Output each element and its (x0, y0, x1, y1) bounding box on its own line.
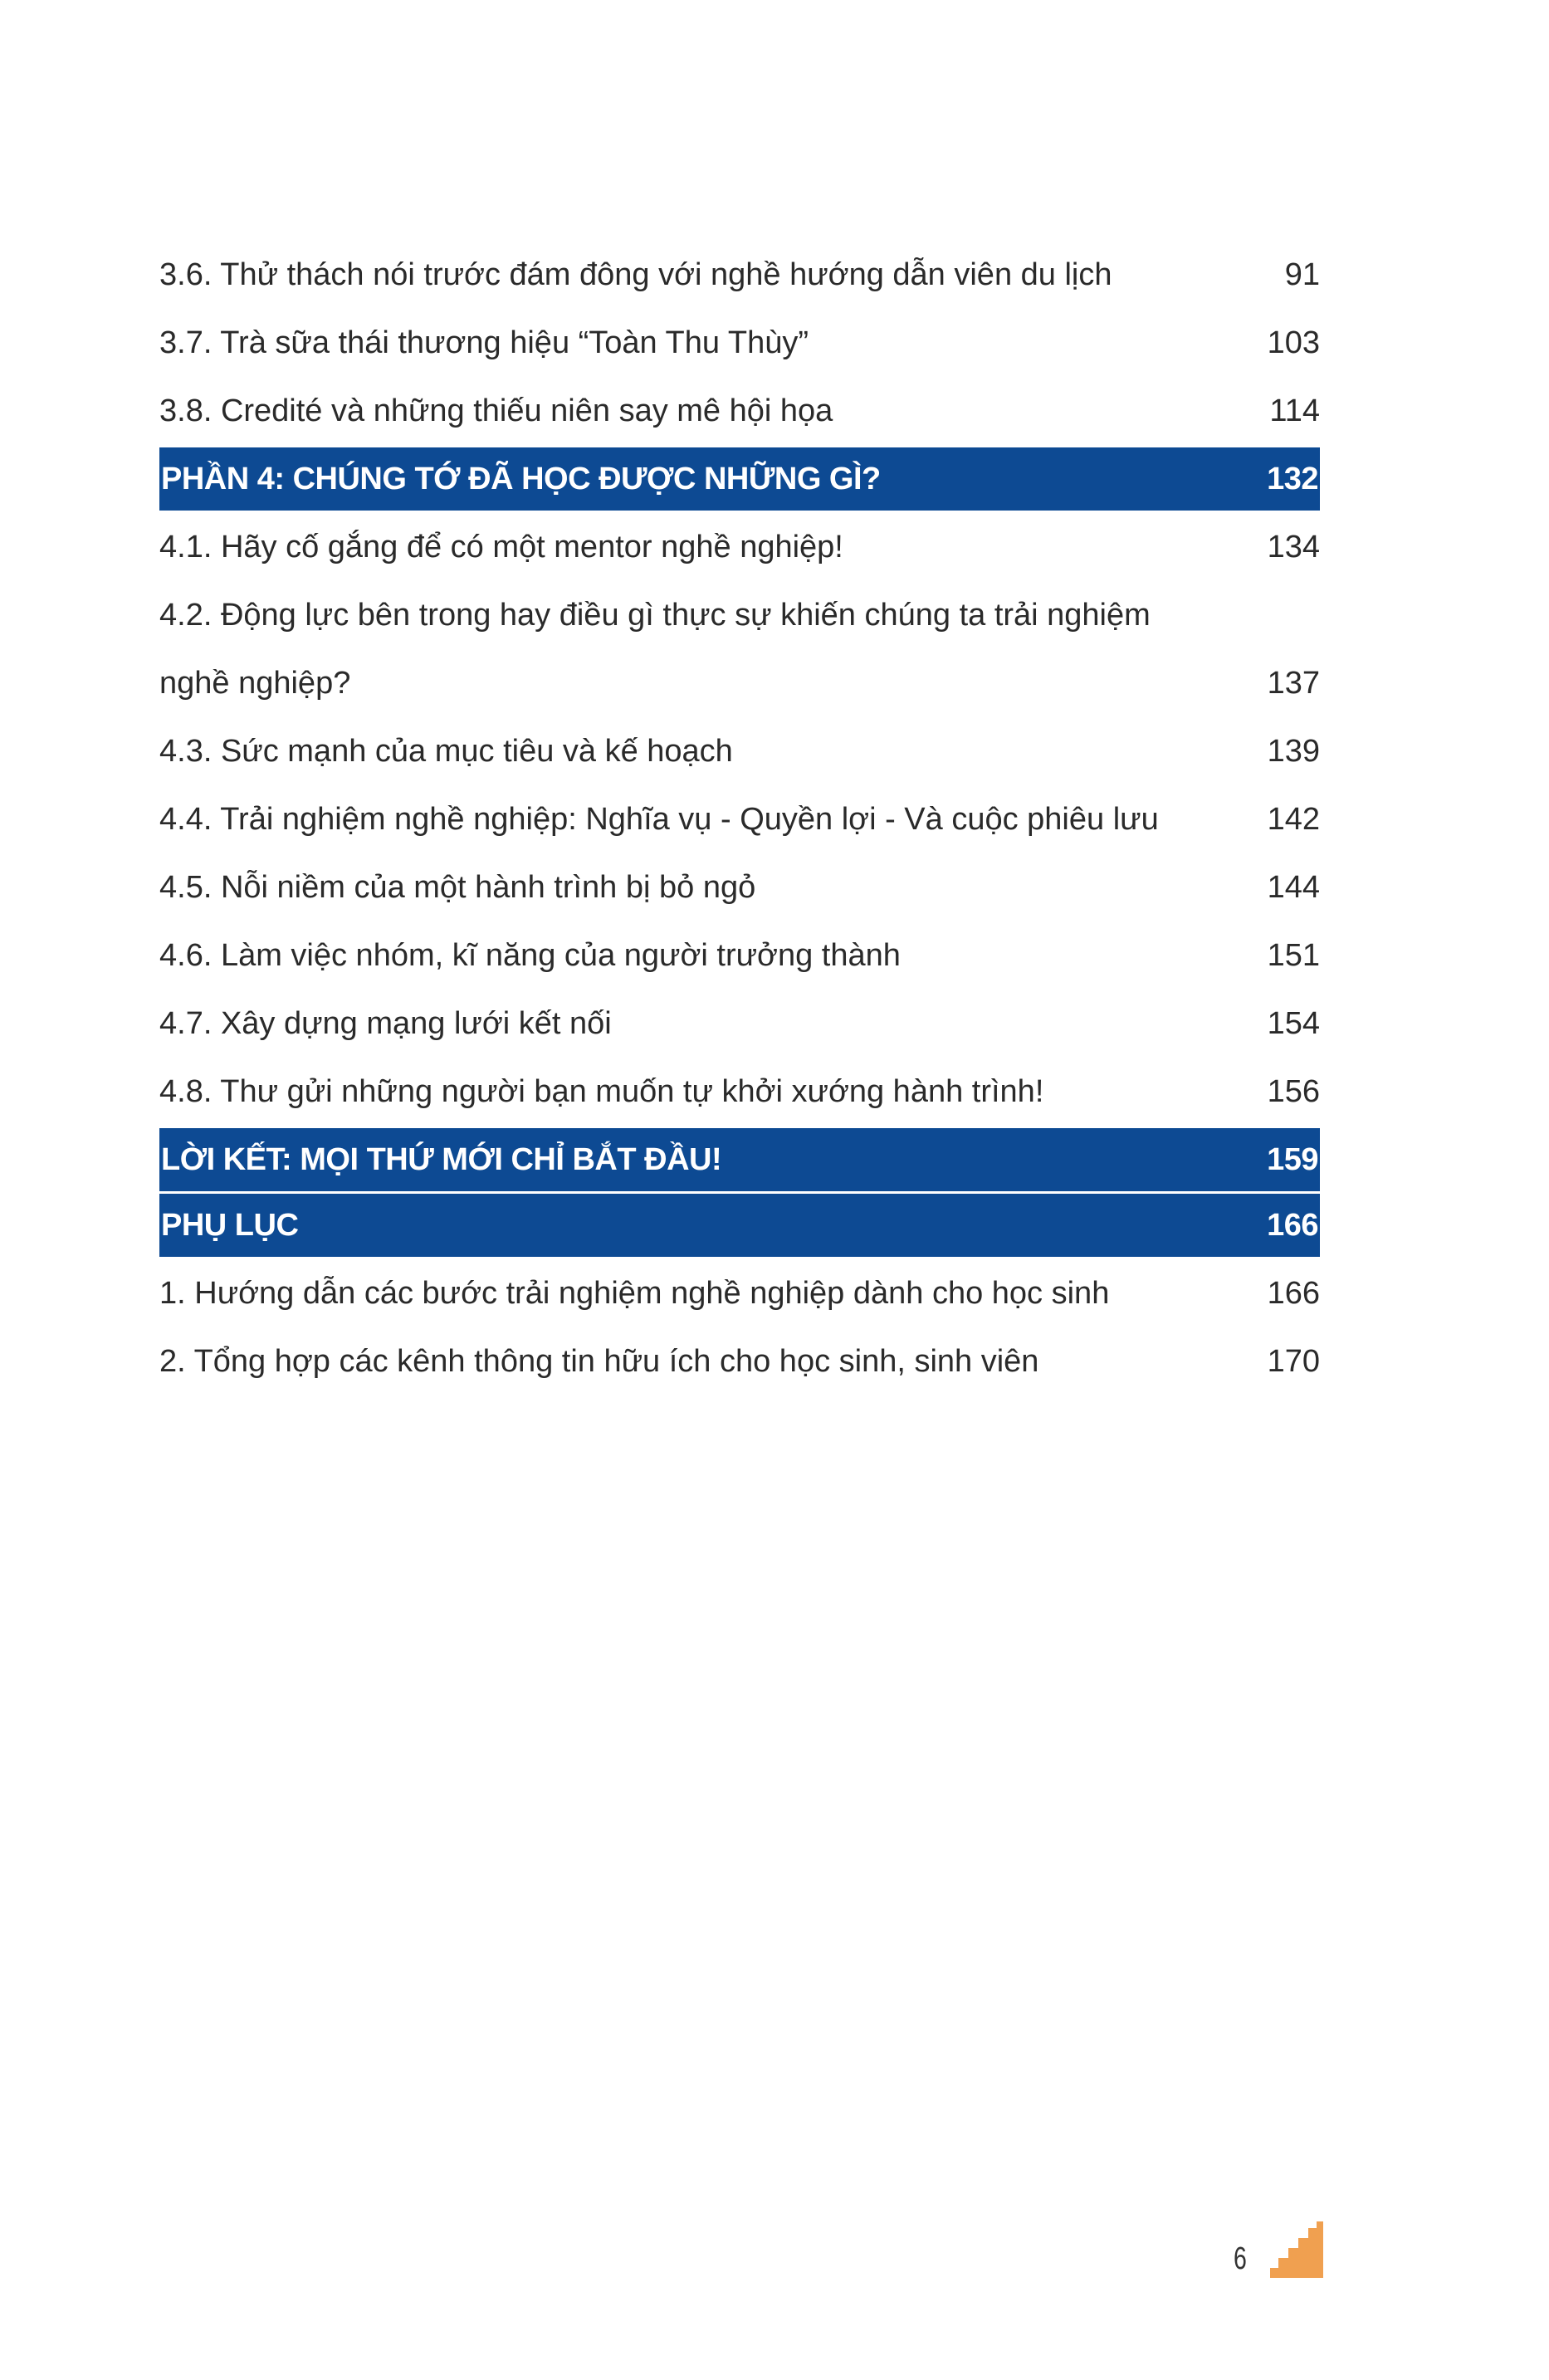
toc-entry-page: 154 (1267, 1006, 1320, 1041)
toc-entry-page: 166 (1267, 1276, 1320, 1311)
toc-section-header[interactable] (159, 1128, 1320, 1191)
toc-entry-title: 1. Hướng dẫn các bước trải nghiệm nghề nghiệp dành cho học sinh (159, 1276, 1110, 1311)
toc-entry[interactable] (159, 581, 1320, 717)
toc-entry-page: 142 (1267, 802, 1320, 837)
toc-entry-page: 151 (1267, 938, 1320, 973)
toc-entry-page: 91 (1284, 257, 1320, 292)
toc-entry-page: 137 (1267, 666, 1320, 701)
toc-entry[interactable] (159, 513, 1320, 581)
toc-entry-title: 4.6. Làm việc nhóm, kĩ năng của người trưởng thành (159, 938, 901, 973)
toc-section-header[interactable] (159, 447, 1320, 511)
toc-entry-title: 4.7. Xây dựng mạng lưới kết nối (159, 1006, 612, 1041)
toc-entry-title: 3.7. Trà sữa thái thương hiệu “Toàn Thu Thùy” (159, 325, 809, 360)
toc-entry-page: 114 (1269, 393, 1320, 428)
toc-entry-title: 4.8. Thư gửi những người bạn muốn tự khởi xướng hành trình! (159, 1074, 1044, 1109)
stairs-icon (1270, 2221, 1323, 2278)
toc-entry[interactable] (159, 853, 1320, 921)
toc-entry-page: 144 (1267, 870, 1320, 905)
toc-entry-title: 4.4. Trải nghiệm nghề nghiệp: Nghĩa vụ - Quyền lợi - Và cuộc phiêu lưu (159, 802, 1159, 837)
toc-entry-title: 3.6. Thử thách nói trước đám đông với nghề hướng dẫn viên du lịch (159, 257, 1112, 292)
toc-entry-page: 103 (1267, 325, 1320, 360)
toc-entry-page: 156 (1267, 1074, 1320, 1109)
toc-entry[interactable] (159, 717, 1320, 785)
toc-entry-page: 134 (1267, 530, 1320, 564)
toc-entry[interactable] (159, 377, 1320, 445)
toc-entry[interactable] (159, 990, 1320, 1058)
toc-entry[interactable] (159, 1058, 1320, 1126)
toc-section-page: 159 (1267, 1142, 1318, 1177)
toc-entry[interactable] (159, 241, 1320, 309)
toc-entry-title: 3.8. Credité và những thiếu niên say mê hội họa (159, 393, 833, 428)
toc-entry-title: 4.3. Sức mạnh của mục tiêu và kế hoạch (159, 734, 733, 769)
toc-section-page: 166 (1267, 1208, 1318, 1243)
toc-section-header[interactable] (159, 1194, 1320, 1257)
toc-section-title: LỜI KẾT: MỌI THỨ MỚI CHỈ BẮT ĐẦU! (161, 1142, 722, 1177)
toc-entry-page: 139 (1267, 734, 1320, 769)
toc-entry-page: 170 (1267, 1344, 1320, 1379)
toc-entry[interactable] (159, 1327, 1320, 1395)
toc-entry[interactable] (159, 785, 1320, 853)
toc-entry[interactable] (159, 921, 1320, 990)
toc-section-page: 132 (1267, 462, 1318, 496)
toc-entry-title: 4.2. Động lực bên trong hay điều gì thực sự khiến chúng ta trải nghiệm (159, 598, 1151, 633)
toc-entry-title-continued: nghề nghiệp? (159, 666, 351, 701)
table-of-contents (159, 241, 1320, 1395)
toc-section-title: PHỤ LỤC (161, 1208, 299, 1243)
toc-entry-title: 4.5. Nỗi niềm của một hành trình bị bỏ ngỏ (159, 870, 756, 905)
toc-entry-title: 2. Tổng hợp các kênh thông tin hữu ích cho học sinh, sinh viên (159, 1344, 1039, 1379)
toc-entry[interactable] (159, 1259, 1320, 1327)
page-number: 6 (1234, 2241, 1247, 2276)
toc-entry-title: 4.1. Hãy cố gắng để có một mentor nghề nghiệp! (159, 530, 843, 564)
toc-section-title: PHẦN 4: CHÚNG TỚ ĐÃ HỌC ĐƯỢC NHỮNG GÌ? (161, 462, 881, 496)
toc-entry[interactable] (159, 309, 1320, 377)
